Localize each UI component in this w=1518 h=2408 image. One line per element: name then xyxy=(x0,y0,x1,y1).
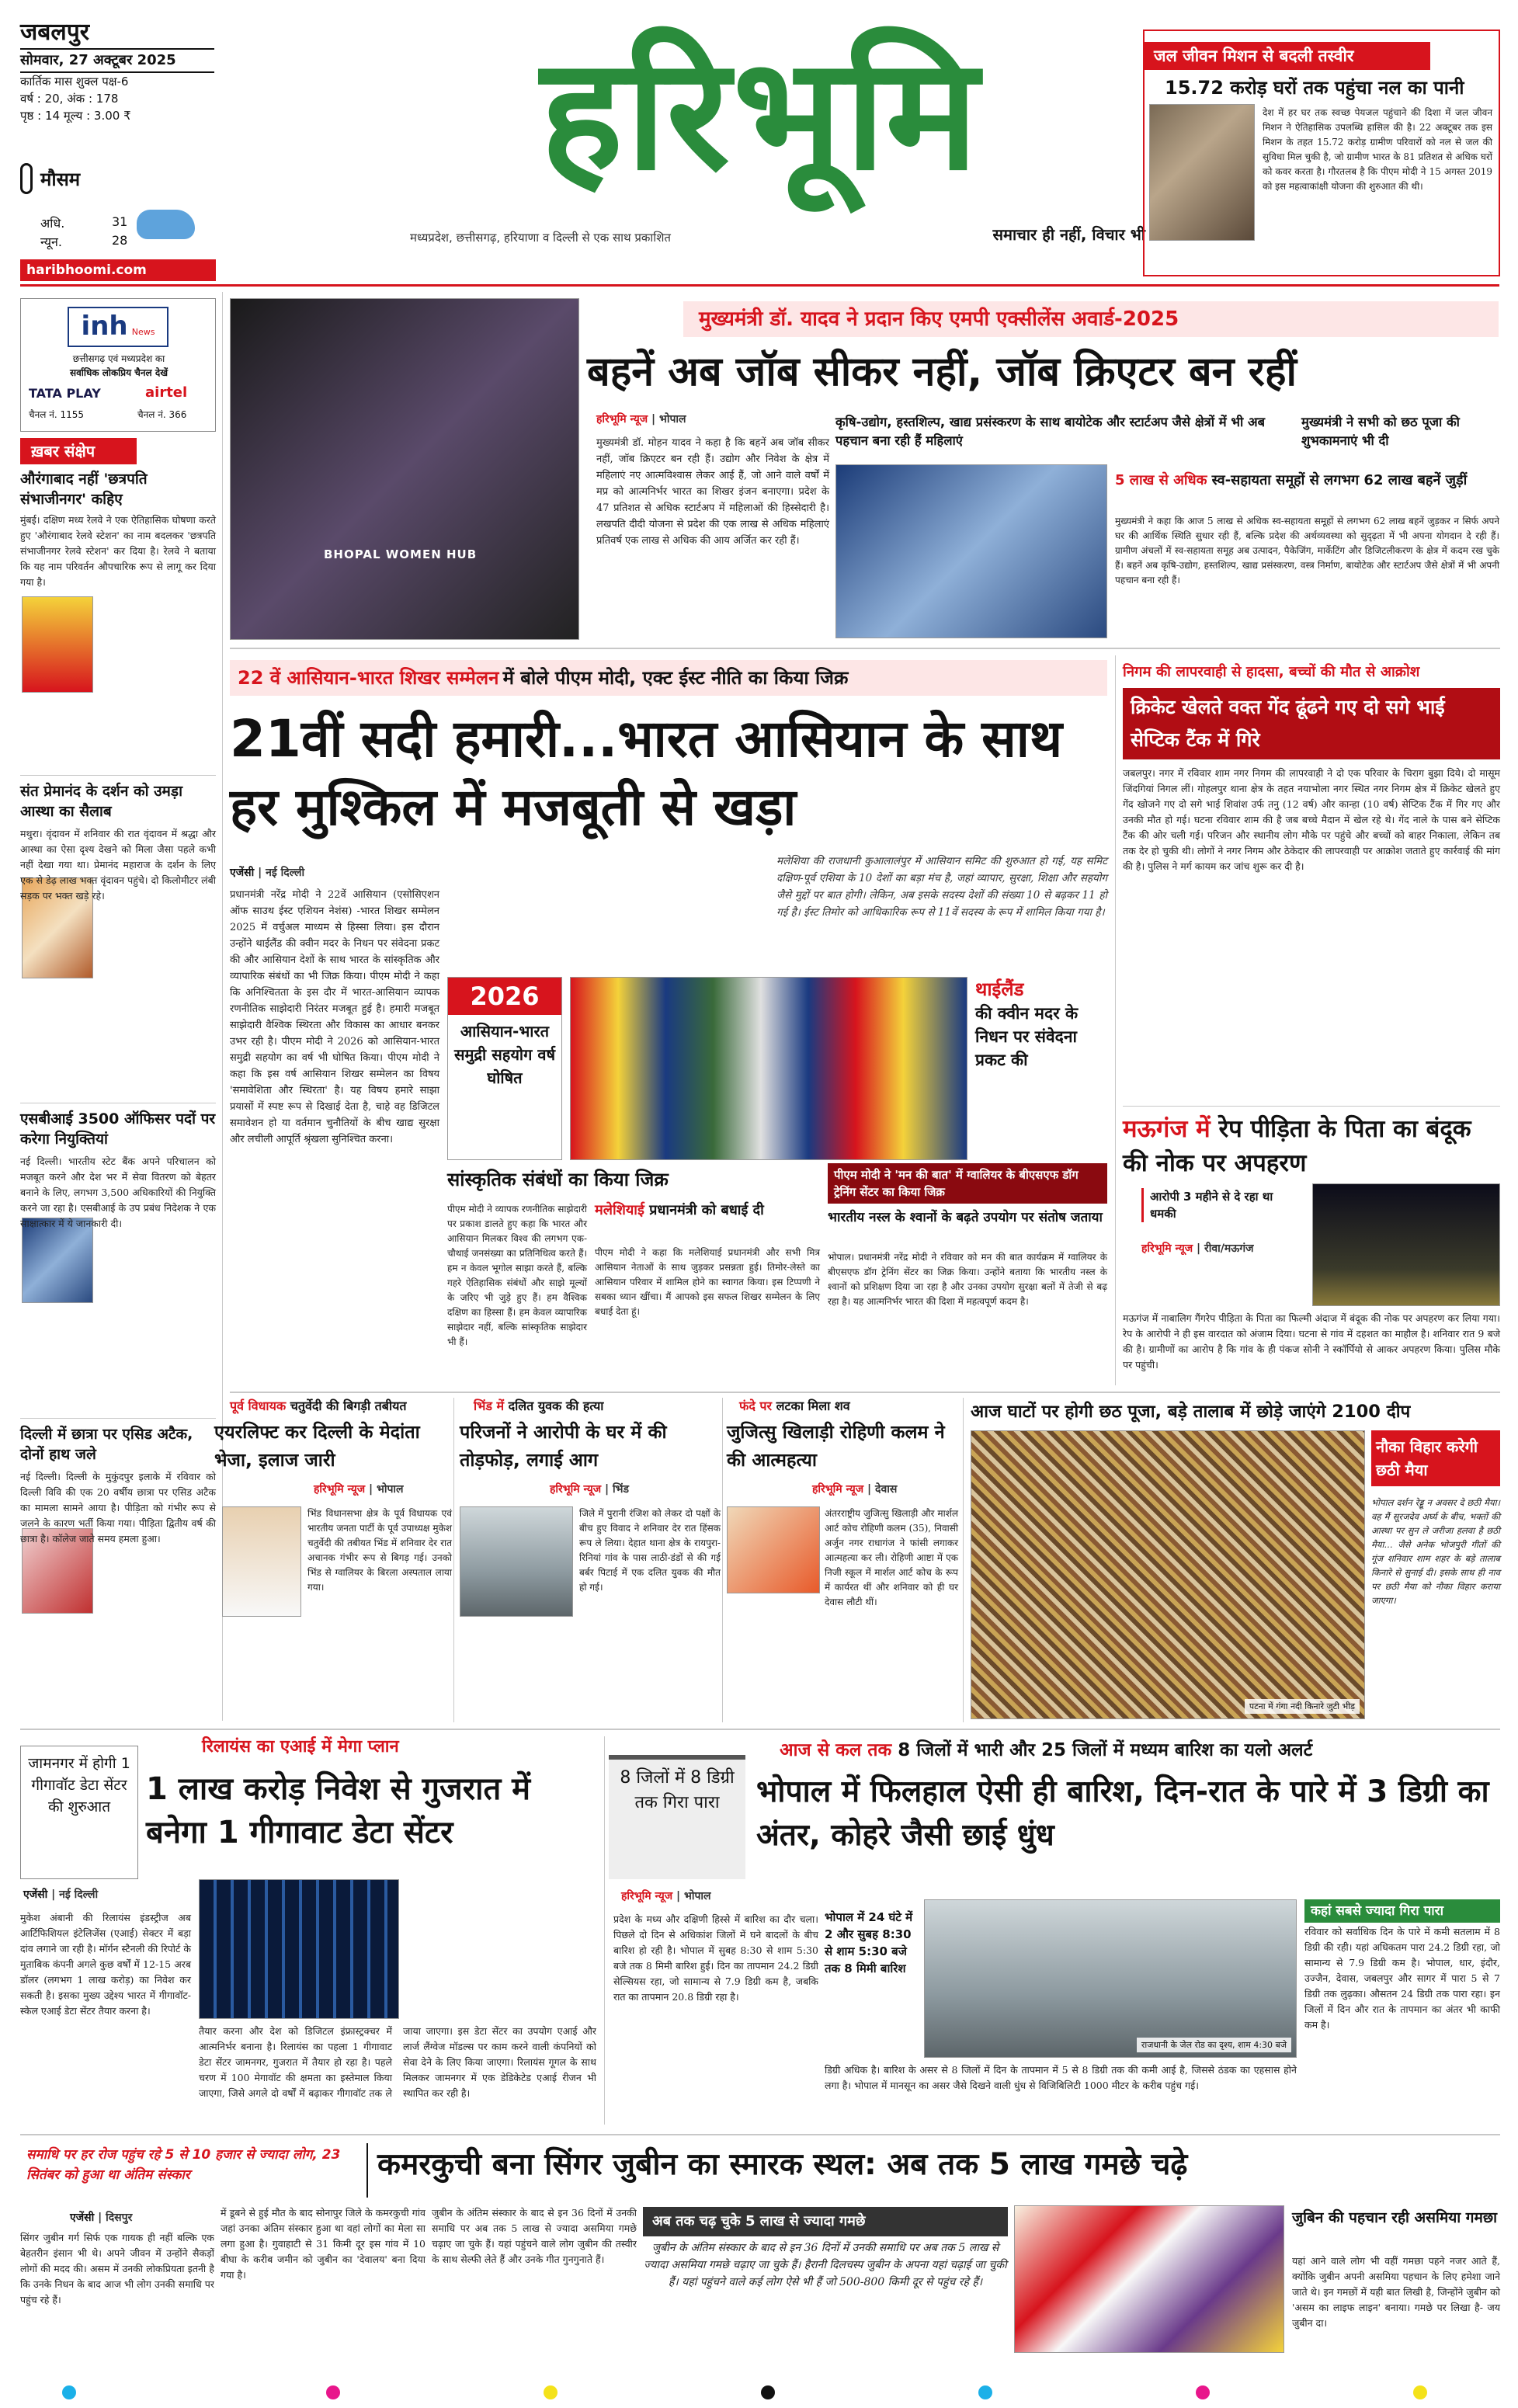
row3-c3-body: अंतरराष्ट्रीय जुजित्सु खिलाड़ी और मार्शल आर्ट कोच रोहिणी कलम (35), निवासी अर्जुन नगर राधागंज ने फांसी लगाकर आत्महत्या कर ली। रोहिणी आष्टा में एक निजी स्कूल में मार्शल आर्ट कोच के रूप में कार्यरत थीं और शनिवार को ही घर देवास लौटी थीं। xyxy=(825,1508,958,1607)
inh-line1: छत्तीसगढ़ एवं मध्यप्रदेश का xyxy=(72,353,165,364)
row3-c3-byline-city: देवास xyxy=(875,1483,898,1496)
reliance-body1-wrap xyxy=(20,1910,191,2019)
rohini-photo xyxy=(727,1506,820,1593)
zubeen-body3: जुबीन के अंतिम संस्कार के बाद से इन 36 दिनों में उनकी समाधि पर अब तक 5 लाख से ज्यादा असमिया गमछे चढ़ाए जा चुके हैं। यहां पहुंचने वाले लोग जुबीन की तस्वीर के साथ सेल्फी लेते हैं और उनके गीत गुनगुनाते हैं। xyxy=(432,2207,637,2265)
lead-kicker-text: मुख्यमंत्री डॉ. यादव ने प्रदान किए एमपी एक्सीलेंस अवार्ड-2025 xyxy=(699,308,1179,331)
asean-intro-wrap xyxy=(776,853,1107,921)
zubeen-byline-city: दिसपुर xyxy=(106,2212,133,2224)
pages-price: पृष्ठ : 14 मूल्य : 3.00 ₹ xyxy=(20,109,131,123)
brief-1-body-wrap xyxy=(20,513,216,590)
row3-c2-body-wrap xyxy=(579,1506,721,1595)
cricket-headline-box xyxy=(1123,688,1500,759)
row3-c1-byline-brand: हरिभूमि न्यूज xyxy=(314,1483,366,1496)
temp-max-label: अधि. xyxy=(40,216,65,231)
zubeen-byline-source: एजेंसी xyxy=(70,2212,95,2224)
inh-brand-sub: News xyxy=(131,327,155,337)
temp-min-row xyxy=(40,233,134,250)
zubeen-byline: एजेंसी | दिसपुर xyxy=(70,2212,133,2224)
jal-jeevan-body: देश में हर घर तक स्वच्छ पेयजल पहुंचाने की दिशा में जल जीवन मिशन ने ऐतिहासिक उपलब्धि हासिल की है। 22 अक्टूबर तक इस मिशन के तहत 15.72 करोड़ ग्रामीण परिवारों को नल से जल की सुविधा मिल चुकी है, जो ग्रामीण भारत के 81 प्रतिशत से अधिक घरों को कवर करता है। गौरतलब है कि पीएम मोदी ने 15 अगस्त 2019 को इस महत्वाकांक्षी योजना की शुरुआत की थी। xyxy=(1263,107,1492,192)
brief-1-body: मुंबई। दक्षिण मध्य रेलवे ने एक ऐतिहासिक घोषणा करते हुए 'औरंगाबाद रेलवे स्टेशन' का नाम बदलकर 'छत्रपति संभाजीनगर रेलवे स्टेशन' कर दिया है। रेलवे ने बताया कि यह नाम परिवर्तन औपचारिक रूप से लागू कर दिया गया है। xyxy=(20,514,216,588)
asean-2026-box xyxy=(447,977,562,1160)
zubeen-kicker: समाधि पर हर रोज पहुंच रहे 5 से 10 हजार से ज्यादा लोग, 23 सितंबर को हुआ था अंतिम संस्कार xyxy=(26,2147,341,2183)
zubeen-body2: में डूबने से हुई मौत के बाद सोनापुर जिले के कमरकुची गांव जहां उनका अंतिम संस्कार हुआ था वहां लोगों का मेला सा लगा हुआ है। गुवाहाटी से 31 किमी दूर इस गांव में 10 बीघा के करीब जमीन को जुबीन का 'देवालय' बना दिया गया है। xyxy=(221,2207,426,2281)
brief-2-title: संत प्रेमानंद के दर्शन को उमड़ा आस्था का सैलाब xyxy=(20,783,182,820)
row3-c2-byline: हरिभूमि न्यूज | भिंड xyxy=(550,1483,629,1496)
zubeen-side-body-wrap xyxy=(1292,2253,1500,2331)
weather-kicker-rest: 8 जिलों में भारी और 25 जिलों में मध्यम बारिश का यलो अलर्ट xyxy=(898,1740,1313,1760)
jal-jeevan-label: जल जीवन मिशन से बदली तस्वीर xyxy=(1143,42,1430,70)
row3-c3-byline: हरिभूमि न्यूज | देवास xyxy=(812,1483,898,1496)
asean-2026-year: 2026 xyxy=(448,978,561,1015)
cultural-head: सांस्कृतिक संबंधों का किया जिक्र xyxy=(447,1169,669,1190)
temp-max-value: 31 xyxy=(112,214,128,229)
row3-c3-body-wrap xyxy=(825,1506,958,1610)
edition-date: सोमवार, 27 अक्टूबर 2025 xyxy=(20,48,214,73)
brief-2-body-wrap xyxy=(20,826,216,904)
brief-label: ख़बर संक्षेप xyxy=(20,438,137,464)
temp-min-value: 28 xyxy=(112,233,128,248)
registration-marks xyxy=(0,2385,1518,2404)
modi-virtual-photo xyxy=(570,977,967,1160)
brief-4-body-wrap xyxy=(20,1469,216,1547)
jail-road-photo xyxy=(924,1899,1297,2058)
mauganj-byline-brand: हरिभूमि न्यूज xyxy=(1141,1242,1193,1255)
lead-byline-brand: हरिभूमि न्यूज xyxy=(596,413,648,426)
reliance-side-box xyxy=(20,1746,138,1879)
temp-min-label: न्यून. xyxy=(40,235,62,249)
brief-4-title: दिल्ली में छात्रा पर एसिड अटैक, दोनों हाथ जले xyxy=(20,1426,193,1463)
thailand-title: थाईलैंड xyxy=(975,978,1024,1000)
asean-body-wrap xyxy=(230,887,439,1148)
reliance-body2: तैयार करना और देश को डिजिटल इंफ्रास्ट्रक्चर में आत्मनिर्भर बनाना है। रिलायंस का पहला 1 गीगावाट डेटा सेंटर जामनगर, गुजरात में तैयार हो रहा है। पहले चरण में 100 मेगावॉट की क्षमता का इस्तेमाल किया जाएगा, जिसे अगले दो वर्षों में बढ़ाकर गीगावॉट तक ले जाया जाएगा। इस डेटा सेंटर का उपयोग एआई और लार्ज लैंग्वेज मॉडल्स पर काम करने वाली कंपनियों को सेवा देने के लिए किया जाएगा। रिलायंस गूगल के साथ मिलकर जामनगर में एक डेडिकेटेड एआई रीजन भी स्थापित कर रही है। xyxy=(199,2025,596,2099)
jal-jeevan-body-wrap xyxy=(1263,106,1492,194)
asean-byline-source: एजेंसी xyxy=(230,867,255,879)
row3-c3-headline: जुजित्सु खिलाड़ी रोहिणी कलम ने की आत्महत्या xyxy=(727,1421,945,1471)
weather-byline-brand: हरिभूमि न्यूज xyxy=(621,1890,673,1902)
edition-city: जबलपुर xyxy=(20,19,90,46)
cultural-body: पीएम मोदी ने व्यापक रणनीतिक साझेदारी पर प्रकाश डालते हुए कहा कि भारत और आसियान मिलकर विश्व की लगभग एक-चौथाई जनसंख्या का प्रतिनिधित्व करते हैं। हम न केवल भूगोल साझा करते हैं, बल्कि गहरे ऐतिहासिक संबंधों और साझे मूल्यों के जरिए भी जुड़े हुए हैं। हम वैश्विक दक्षिण का हिस्सा हैं। हम केवल व्यापारिक साझेदार नहीं, बल्कि सांस्कृतिक साझेदार भी हैं। xyxy=(447,1204,587,1347)
row3-c3-kicker-rest: लटका मिला शव xyxy=(776,1399,850,1413)
inh-ad[interactable] xyxy=(20,298,216,432)
zubeen-body3-wrap xyxy=(432,2205,637,2351)
weather-side-text: 8 जिलों में 8 डिग्री तक गिरा पारा xyxy=(620,1768,735,1812)
zubeen-box-body-wrap xyxy=(643,2239,1008,2291)
row3-c3-kicker-red: फंदे पर xyxy=(739,1399,773,1413)
brief-3-body-wrap xyxy=(20,1154,216,1232)
asean-2026-text: आसियान-भारत समुद्री सहयोग वर्ष घोषित xyxy=(453,1022,556,1087)
lead-sub-1: कृषि-उद्योग, हस्तशिल्प, खाद्य प्रसंस्करण के साथ बायोटेक और स्टार्टअप जैसे क्षेत्रों में भी अब पहचान बना रही हैं महिलाएं xyxy=(835,415,1266,448)
shg-box-body: मुख्यमंत्री ने कहा कि आज 5 लाख से अधिक स्व-सहायता समूहों से लगभग 62 लाख बहनें जुड़कर न सिर्फ अपने घर की आर्थिक स्थिति सुधार रही हैं, बल्कि प्रदेश की अर्थव्यवस्था को सुदृढ़ता में भी अपना योगदान दे रही हैं। ग्रामीण अंचलों में स्व-सहायता समूह अब उत्पादन, पैकेजिंग, मार्केटिंग और डिजिटलीकरण के क्षेत्र में कदम रख चुके हैं। बहनें अब कृषि-उद्योग, हस्तशिल्प, खाद्य प्रसंस्करण, वस्त्र निर्माण, बायोटेक और स्टार्टअप जैसे क्षेत्रों में भी अपनी पहचान बना रही हैं। xyxy=(1115,516,1499,585)
row3-c3-kicker xyxy=(739,1396,957,1416)
reliance-body2-wrap xyxy=(199,2024,596,2117)
row3-c1-byline: हरिभूमि न्यूज | भोपाल xyxy=(314,1483,404,1496)
asean-kicker-red: 22 वें आसियान-भारत शिखर सम्मेलन xyxy=(238,667,499,689)
asean-intro: मलेशिया की राजधानी कुआलालंपुर में आसियान समिट की शुरुआत हो गई, यह समिट दक्षिण-पूर्व एशिया के 10 देशों का बड़ा मंच है, जहां व्यापार, सुरक्षा, शिक्षा और सहयोग जैसे मुद्दों पर बात होगी। लेकिन, अब इसके सदस्य देशों की संख्या 10 से बढ़कर 11 हो गई है। ईस्ट तिमोर को आधिकारिक रूप से 11वें सदस्य के रूप में शामिल किया गया है। xyxy=(776,855,1107,919)
malaysia-body-wrap xyxy=(595,1246,820,1319)
lead-byline: हरिभूमि न्यूज | भोपाल xyxy=(596,413,686,426)
thermometer-icon xyxy=(20,163,33,194)
row3-c2-body: जिले में पुरानी रंजिश को लेकर दो पक्षों के बीच हुए विवाद ने शनिवार देर रात हिंसक रूप ले लिया। देहात थाना क्षेत्र के रायपुरा-रिनियां गांव के पास लाठी-डंडों से की गई बर्बर पिटाई में एक दलित युवक की मौत हो गई। xyxy=(579,1508,721,1593)
brief-3-body: नई दिल्ली। भारतीय स्टेट बैंक अपने परिचालन को मजबूत करने और देश भर में सेवा वितरण को बेहतर बनाने के लिए, लगभग 3,500 अधिकारियों की नियुक्ति करने जा रहा है। एसबीआई के उप प्रबंध निदेशक ने एक साक्षात्कार में ये जानकारी दी। xyxy=(20,1155,216,1229)
website-bar[interactable] xyxy=(20,259,216,281)
row3-c1-kicker xyxy=(230,1396,424,1416)
year-issue: वर्ष : 20, अंक : 178 xyxy=(20,92,119,106)
mann-ki-baat-banner: पीएम मोदी ने 'मन की बात' में ग्वालियर के बीएसएफ डॉग ट्रेनिंग सेंटर का किया जिक्र xyxy=(828,1163,1107,1204)
row3-c1-kicker-rest: चतुर्वेदी की बिगड़ी तबीयत xyxy=(290,1399,407,1413)
malaysia-head xyxy=(595,1201,820,1221)
weather-byline: हरिभूमि न्यूज | भोपाल xyxy=(621,1890,711,1902)
weather-byline-city: भोपाल xyxy=(684,1890,711,1902)
weather-side-box xyxy=(609,1755,745,1879)
chhath-box-title: नौका विहार करेगी छठी मैया xyxy=(1371,1430,1500,1486)
row3-c2-kicker-red: भिंड में xyxy=(474,1399,505,1413)
bhopal-rain-box: भोपाल में 24 घंटे में 2 और सुबह 8:30 से शाम 5:30 बजे तक 8 मिमी बारिश xyxy=(825,1910,913,1975)
cricket-kicker: निगम की लापरवाही से हादसा, बच्चों की मौत से आक्रोश xyxy=(1123,664,1420,680)
weather-body2-wrap xyxy=(825,2062,1297,2094)
lead-body-wrap xyxy=(596,435,829,549)
lead-headline: बहनें अब जॉब सीकर नहीं, जॉब क्रिएटर बन रहीं xyxy=(587,349,1297,395)
row3-c1-byline-city: भोपाल xyxy=(377,1483,404,1496)
reliance-headline: 1 लाख करोड़ निवेश से गुजरात में बनेगा 1 गीगावाट डेटा सेंटर xyxy=(146,1771,531,1850)
reliance-body1: मुकेश अंबानी की रिलायंस इंडस्ट्रीज अब आर्टिफिशियल इंटेलिजेंस (एआई) सेक्टर में बड़ा दांव लगाने जा रही है। मॉर्गन स्टैनली की रिपोर्ट के मुताबिक कंपनी अगले कुछ वर्षों में 12-15 अरब डॉलर (लगभग 1 लाख करोड़) का निवेश कर सकती है। इसका मुख्य उद्देश्य भारत में गीगावॉट-स्केल एआई डेटा सेंटर तैयार करना है। xyxy=(20,1912,191,2017)
mauganj-headline-red: मऊगंज में xyxy=(1123,1115,1211,1143)
row3-c2-byline-city: भिंड xyxy=(613,1483,629,1496)
cold-box-body: रविवार को सर्वाधिक दिन के पारे में कमी सतलाम में 8 डिग्री की रही। यहां अधिकतम पारा 24.2 डिग्री रहा, जो सामान्य से 7.9 डिग्री कम है। भोपाल, धार, इंदौर, उज्जैन, देवास, जबलपुर और सागर में पारा 5 से 7 डिग्री तक लुढ़का। औसतन 24 डिग्री तक पारा रहा। इन जिलों में दिन और रात के तापमान का अंतर भी काफी कम है। xyxy=(1304,1926,1500,2031)
cm-yadav-photo xyxy=(230,298,579,640)
chhath-headline: आज घाटों पर होगी छठ पूजा, बड़े तालाब में छोड़े जाएंगे 2100 दीप xyxy=(971,1402,1411,1422)
mauganj-headline xyxy=(1123,1112,1500,1180)
row3-c1-kicker-red: पूर्व विधायक xyxy=(230,1399,287,1413)
reliance-kicker: रिलायंस का एआई में मेगा प्लान xyxy=(202,1737,399,1756)
zubeen-box-body: जुबीन के अंतिम संस्कार के बाद से इन 36 दिनों में उनकी समाधि पर अब तक 5 लाख से ज्यादा असमिया गमछे चढ़ाए जा चुके हैं। हैरानी दिलचस्प जुबीन के अपना यहां चढ़ाई जा चुकी हैं। यहां पहुंचने वाले कई लोग ऐसे भी हैं जो 500-800 किमी दूर से पहुंच रहे हैं। xyxy=(644,2242,1007,2288)
tata-play-logo: TATA PLAY xyxy=(29,386,101,401)
zubeen-memorial-photo xyxy=(1014,2205,1284,2353)
row3-c2-byline-brand: हरिभूमि न्यूज xyxy=(550,1483,602,1496)
zubeen-body2-wrap xyxy=(221,2205,426,2351)
brief-1-title: औरंगाबाद नहीं 'छत्रपति संभाजीनगर' कहिए xyxy=(20,471,148,508)
row3-c3-byline-brand: हरिभूमि न्यूज xyxy=(812,1483,864,1496)
mauganj-headline-rest: रेप पीड़िता के पिता का बंदूक की नोक पर अपहरण xyxy=(1123,1115,1471,1177)
mauganj-sub: आरोपी 3 महीने से दे रहा था धमकी xyxy=(1141,1188,1297,1222)
weather-body-wrap xyxy=(613,1912,818,2117)
chhath-box-body: भोपाल दर्शन रेड्डू न अवसर दे छठी मैया। वह मैं सूरजदेव अर्घ्य के बीच, भक्तों की आस्था पर सुन ले जरीजा हलवा है छठी मैया... जैसे अनेक भोजपुरी गीतों की गूंज शनिवार शाम शहर के बड़े तालाब किनारे से सुनाई दी। इसके साथ ही नाव पर छठी मैया को नौका विहार कराया जाएगा। xyxy=(1371,1497,1500,1606)
reliance-byline-source: एजेंसी xyxy=(23,1889,48,1901)
brief-3-title: एसबीआई 3500 ऑफिसर पदों पर करेगा नियुक्तियां xyxy=(20,1110,216,1148)
chhath-caption: पटना में गंगा नदी किनारे जुटी भीड़ xyxy=(1245,1699,1360,1714)
cold-box-body-wrap xyxy=(1304,1924,1500,2033)
edition-info xyxy=(20,17,214,124)
weather-body2: डिग्री अधिक है। बारिश के असर से 8 जिलों में दिन के तापमान में 5 से 8 डिग्री तक की कमी आई है, जिससे ठंडक का एहसास होने लगा है। भोपाल में मानसून का असर जैसे दिखने वाली धुंध से विजिबिलिटी 1000 मीटर के करीब पहुंच गई। xyxy=(825,2064,1297,2091)
weather-headline: भोपाल में फिलहाल ऐसी ही बारिश, दिन-रात के पारे में 3 डिग्री का अंतर, कोहरे जैसी छाई धुंध xyxy=(756,1774,1489,1853)
chhath-crowd-photo xyxy=(971,1430,1365,1719)
award-photo xyxy=(835,464,1107,638)
cricket-headline: क्रिकेट खेलते वक्त गेंद ढूंढने गए दो सगे भाई सेप्टिक टैंक में गिरे xyxy=(1131,696,1445,751)
zubeen-headline: कमरकुची बना सिंगर जुबीन का स्मारक स्थल: अब तक 5 लाख गमछे चढ़े xyxy=(377,2147,1188,2182)
mann-ki-baat-body-wrap xyxy=(828,1250,1107,1309)
channel-1: चैनल नं. 1155 xyxy=(29,409,85,420)
weather-label: मौसम xyxy=(40,169,81,190)
cricket-body-wrap xyxy=(1123,766,1500,874)
channel-2: चैनल नं. 366 xyxy=(137,409,187,420)
lead-sub-2: मुख्यमंत्री ने सभी को छठ पूजा की शुभकामनाएं भी दी xyxy=(1301,415,1460,448)
thailand-box xyxy=(975,977,1107,1160)
weather-photo-caption: राजधानी के जेल रोड का दृश्य, शाम 4:30 बजे xyxy=(1137,2038,1291,2052)
asean-kicker-rest: में बोले पीएम मोदी, एक्ट ईस्ट नीति का किया जिक्र xyxy=(502,667,849,689)
temp-max-row xyxy=(40,214,134,231)
row3-c2-headline: परिजनों ने आरोपी के घर में की तोड़फोड़, लगाई आग xyxy=(460,1421,667,1471)
mauganj-photo xyxy=(1312,1183,1500,1306)
reliance-side-text: जामनगर में होगी 1 गीगावॉट डेटा सेंटर की शुरुआत xyxy=(28,1755,130,1816)
website-url[interactable]: haribhoomi.com xyxy=(26,262,147,278)
zubeen-box-head: अब तक चढ़ चुके 5 लाख से ज्यादा गमछे xyxy=(643,2207,1008,2236)
row3-c1-body: भिंड विधानसभा क्षेत्र के पूर्व विधायक एवं भारतीय जनता पार्टी के पूर्व उपाध्यक्ष मुकेश चतुर्वेदी की तबीयत भिंड में शनिवार देर रात अचानक गंभीर रूप से बिगड़ गई। उनको भिंड से ग्वालियर के बिरला अस्पताल लाया गया। xyxy=(307,1508,452,1593)
lead-body: मुख्यमंत्री डॉ. मोहन यादव ने कहा है कि बहनें अब जॉब सीकर नहीं, जॉब क्रिएटर बन रही हैं। उद्योग और निवेश के क्षेत्र में महिलाएं नए आत्मविश्वास लेकर आई हैं, जो आने वाले वर्षों में मप्र को आत्मनिर्भर भारत का शिखर इंजन बनाएगा। प्रदेश के 47 प्रतिशत से अधिक स्टार्टअप में महिलाओं की हिस्सेदारी है। लखपति दीदी योजना से प्रदेश की एक लाख से अधिक महिलाएं प्रतिवर्ष एक लाख से अधिक की आय अर्जित कर रही हैं। xyxy=(596,437,829,547)
row3-c1-body-wrap xyxy=(307,1506,452,1595)
weather-body: प्रदेश के मध्य और दक्षिणी हिस्से में बारिश का दौर चला। पिछले दो दिन से अधिकांश जिलों में घने बादलों के बीच बारिश हो रही है। भोपाल में सुबह 8:30 से शाम 5:30 बजे तक 8 मिमी बारिश हुई। दिन का तापमान 24.2 डिग्री सेल्सियस रहा, जो सामान्य से 7.9 डिग्री कम है, जबकि रात का तापमान 20.8 डिग्री रहा है। xyxy=(613,1913,818,2003)
row3-c2-kicker-rest: दलित युवक की हत्या xyxy=(508,1399,604,1413)
tagline: समाचार ही नहीं, विचार भी xyxy=(992,225,1145,244)
asean-body: प्रधानमंत्री नरेंद्र मोदी ने 22वें आसियान (एसोसिएशन ऑफ साउथ ईस्ट एशियन नेशंस) -भारत शिखर सम्मेलन 2025 में वर्चुअल माध्यम से हिस्सा लिया। इस दौरान उन्होंने थाईलैंड की क्वीन मदर के निधन पर संवेदना प्रकट की और आसियान देशों के साथ भारत के सांस्कृतिक और व्यापारिक संबंधों का भी जिक्र किया। पीएम मोदी ने कहा कि अनिश्चितता के इस दौर में भारत-आसियान व्यापक रणनीतिक साझेदारी निरंतर मजबूत हुई है। हमारी मजबूत साझेदारी वैश्विक स्थिरता और विकास का आधार बनकर उभर रही है। पीएम मोदी ने 2026 को आसियान-भारत समुद्री सहयोग का वर्ष भी घोषित किया। पीएम मोदी ने कहा कि इस वर्ष आसियान शिखर सम्मेलन का विषय 'समावेशिता और स्थिरता' है। यह विषय हमारे साझा प्रयासों में स्पष्ट रूप से दिखाई देता है, चाहे वह डिजिटल समावेशन हो या वर्तमान चुनौतियों के बीच खाद्य सुरक्षा और लचीली आपूर्ति श्रृंखला सुनिश्चित करना। xyxy=(230,889,439,1145)
weather-widget xyxy=(20,163,214,256)
cold-box-title: कहां सबसे ज्यादा गिरा पारा xyxy=(1304,1899,1500,1923)
zubeen-side-body: यहां आने वाले लोग भी वहीं गमछा पहने नजर आते हैं, क्योंकि जुबीन अपनी असमिया पहचान के लिए हमेशा जाने जाते थे। इन गमछों में यही बात लिखी है, जिन्होंने जुबीन को 'असम का लाइफ लाइन' बनाया। गमछे पर लिखा है- जय जुबीन दा। xyxy=(1292,2255,1500,2329)
asean-byline-city: नई दिल्ली xyxy=(266,867,305,879)
inh-logo xyxy=(68,307,168,347)
cloud-icon xyxy=(137,210,195,239)
reliance-byline: एजेंसी | नई दिल्ली xyxy=(23,1889,99,1901)
weather-kicker xyxy=(780,1738,1502,1763)
inh-brand: inh xyxy=(81,311,128,342)
jal-jeevan-headline: 15.72 करोड़ घरों तक पहुंचा नल का पानी xyxy=(1165,77,1464,99)
panchang: कार्तिक मास शुक्ल पक्ष-6 xyxy=(20,75,129,89)
zubeen-body1: सिंगर जुबीन गर्ग सिर्फ एक गायक ही नहीं बल्कि एक बेहतरीन इंसान भी थे। अपने जीवन में उन्होंने सैकड़ों लोगों की मदद की। असम में उनकी लोकप्रियता इतनी है कि उनके निधन के बाद आज भी लोग उनकी समाधि पर पहुंच रहे हैं। xyxy=(20,2232,214,2305)
brief-2-body: मथुरा। वृंदावन में शनिवार की रात वृंदावन में श्रद्धा और आस्था का ऐसा दृश्य देखने को मिला जैसा पहले कभी नहीं देखा गया था। प्रेमानंद महाराज के दर्शन के लिए एक से डेढ़ लाख भक्त वृंदावन पहुंचे। दो किलोमीटर लंबी सड़क पर भक्त खड़े रहे। xyxy=(20,828,216,902)
shg-box-title-rest: स्व-सहायता समूहों से लगभग 62 लाख बहनें जुड़ीं xyxy=(1211,472,1468,488)
shg-box-body-wrap xyxy=(1115,514,1499,588)
zubeen-side-title: जुबिन की पहचान रही असमिया गमछा xyxy=(1292,2209,1498,2226)
weather-kicker-red: आज से कल तक xyxy=(780,1740,892,1760)
newspaper-logo: हरिभूमि xyxy=(540,24,981,205)
row3-c1-headline: एयरलिफ्ट कर दिल्ली के मेदांता भेजा, इलाज जारी xyxy=(214,1421,420,1471)
bhind-photo xyxy=(460,1506,573,1617)
cultural-body-wrap xyxy=(447,1202,587,1350)
states-line: मध्यप्रदेश, छत्तीसगढ़, हरियाणा व दिल्ली से एक साथ प्रकाशित xyxy=(410,231,671,245)
chaturvedi-photo xyxy=(222,1506,301,1617)
stage-text: BHOPAL WOMEN HUB xyxy=(324,547,478,561)
malaysia-head-rest: प्रधानमंत्री को बधाई दी xyxy=(649,1202,764,1218)
asean-kicker xyxy=(230,660,1107,696)
chhath-box-body-wrap xyxy=(1371,1496,1500,1607)
lead-byline-city: भोपाल xyxy=(659,413,686,426)
data-center-photo xyxy=(199,1879,399,2019)
inh-line2: सर्वाधिक लोकप्रिय चैनल देखें xyxy=(69,367,168,378)
mann-ki-baat-head: भारतीय नस्ल के श्वानों के बढ़ते उपयोग पर संतोष जताया xyxy=(828,1210,1103,1225)
malaysia-head-red: मलेशियाई xyxy=(595,1202,644,1218)
mauganj-byline-city: रीवा/मऊगंज xyxy=(1204,1242,1254,1255)
airtel-logo: airtel xyxy=(145,384,188,401)
brief-4-body: नई दिल्ली। दिल्ली के मुकुंदपुर इलाके में रविवार को दिल्ली विवि की एक 20 वर्षीय छात्रा पर एसिड अटैक का मामला सामने आया है। पीड़िता को गंभीर रूप से जलने के कारण भर्ती किया गया। पीड़िता द्वितीय वर्ष की छात्रा है। कॉलेज जाते समय हमला हुआ। xyxy=(20,1471,216,1545)
lead-kicker xyxy=(683,301,1499,337)
zubeen-body1-wrap xyxy=(20,2230,214,2351)
asean-byline: एजेंसी | नई दिल्ली xyxy=(230,867,305,879)
shg-box-title-red: 5 लाख से अधिक xyxy=(1115,472,1207,488)
row3-c2-kicker xyxy=(474,1396,691,1416)
mauganj-body-wrap xyxy=(1123,1311,1500,1373)
tap-water-photo xyxy=(1149,104,1255,241)
mauganj-body: मऊगंज में नाबालिग गैंगरेप पीड़िता के पिता का फिल्मी अंदाज में बंदूक की नोक पर अपहरण कर लिया गया। रेप के आरोपी ने ही इस वारदात को अंजाम दिया। घटना से गांव में दहशत का माहौल है। शनिवार रात 9 बजे की है। ग्रामीणों का आरोप है कि गांव के ही पंकज सोनी ने स्कॉर्पियो से आकर अपहरण किया। पुलिस मौके पर पहुंची। xyxy=(1123,1312,1500,1371)
shg-box-title xyxy=(1115,471,1499,491)
asean-headline: 21वीं सदी हमारी...भारत आसियान के साथ हर मुश्किल में मजबूती से खड़ा xyxy=(230,709,1063,837)
station-board-photo xyxy=(22,596,93,693)
reliance-byline-city: नई दिल्ली xyxy=(59,1889,99,1901)
cricket-body: जबलपुर। नगर में रविवार शाम नगर निगम की लापरवाही ने दो एक परिवार के चिराग बुझा दिये। दो मासूम जिंदगियां निगल लीं। गोहलपुर थाना क्षेत्र के तहत नयाभोला नगर स्थित नगर निगम क्षेत्र में क्रिकेट खेलते हुए गेंद खोजने गए दो सगे भाई शिवांश उर्फ तनु (12 वर्ष) और कान्हा (10 वर्ष) सेप्टिक टैंक में गिर गए और उनकी मौत हो गई। घटना रविवार शाम की है जब बच्चे मैदान में खेल रहे थे। गेंद नाले के पास बने सेप्टिक टैंक की ओर चली गई। परिजन और स्थानीय लोग मौके पर पहुंचे और बच्चों को बाहर निकाला, लेकिन तब तक देर हो चुकी थी। लोगों ने नगर निगम और ठेकेदार की लापरवाही पर आक्रोश जताते हुए कार्रवाई की मांग की है। पुलिस ने मर्ग कायम कर जांच शुरू कर दी है। xyxy=(1123,767,1500,872)
malaysia-body: पीएम मोदी ने कहा कि मलेशियाई प्रधानमंत्री और सभी मित्र आसियान नेताओं के साथ जुड़कर प्रसन्नता हुई। तिमोर-लेस्ते का आसियान परिवार में शामिल होने का स्वागत किया। इस टिप्पणी ने सबका ध्यान खींचा। मैं आपको इस सफल शिखर सम्मेलन के लिए बधाई देता हूं। xyxy=(595,1247,820,1317)
mann-ki-baat-body: भोपाल। प्रधानमंत्री नरेंद्र मोदी ने रविवार को मन की बात कार्यक्रम में ग्वालियर के बीएसएफ डॉग ट्रेनिंग सेंटर का जिक्र किया। उन्होंने बताया कि भारतीय नस्ल के श्वानों को प्रशिक्षण दिया जा रहा है और उनका उपयोग सुरक्षा बलों में तेजी से बढ़ रहा है। यह आत्मनिर्भर भारत की दिशा में महत्वपूर्ण कदम है। xyxy=(828,1252,1107,1307)
mauganj-byline: हरिभूमि न्यूज | रीवा/मऊगंज xyxy=(1141,1242,1254,1255)
thailand-text: की क्वीन मदर के निधन पर संवेदना प्रकट की xyxy=(975,1004,1079,1069)
